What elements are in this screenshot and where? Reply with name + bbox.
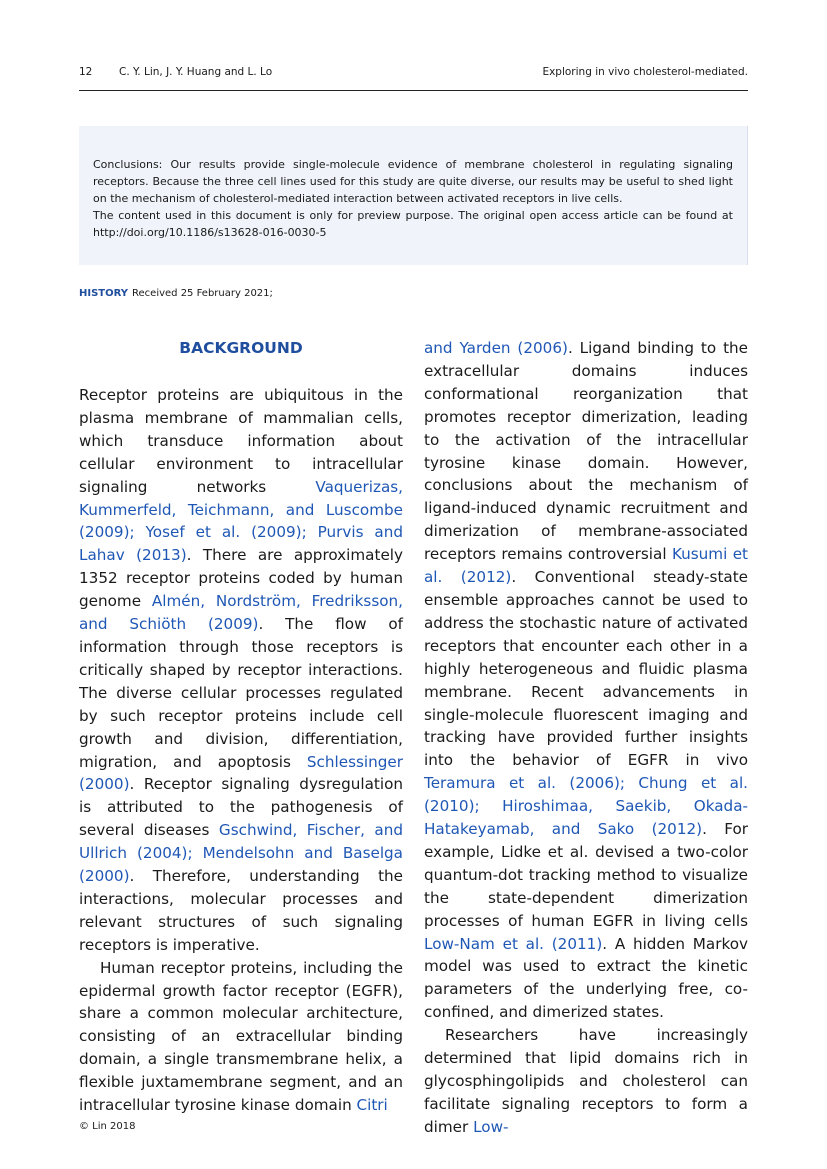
citation-link[interactable]: Vaquerizas, Kummerfeld, Teichmann, and Luscombe (2009); Yosef et al. (2009); Purvis and Lahav (2013) <box>79 477 403 565</box>
paragraph-2-continued <box>424 337 748 1024</box>
text-run: . The flow of information through those receptors is critically shaped by receptor interactions. The diverse cellular processes regulated by such receptor proteins include cell growth and division, differentiation, migration, and apoptosis <box>79 615 403 771</box>
citation-link[interactable]: and Yarden (2006) <box>424 339 568 357</box>
text-run: Researchers have increasingly determined that lipid domains rich in glycosphingolipids and cholesterol can facilitate signaling receptors to form a dimer <box>424 1026 748 1136</box>
citation-link[interactable]: Teramura et al. (2006); Chung et al. (2010); Hiroshimaa, Saekib, Okada-Hatakeyamab, and Sako (2012) <box>424 774 748 839</box>
running-header <box>79 66 748 88</box>
paragraph-1 <box>79 384 403 957</box>
citation-link[interactable]: Gschwind, Fischer, and Ullrich (2004); Mendelsohn and Baselga (2000) <box>79 821 404 886</box>
citation-link[interactable]: Almén, Nordström, Fredriksson, and Schiöth (2009) <box>79 592 403 634</box>
footer-copyright: © Lin 2018 <box>79 1121 136 1132</box>
text-run: Receptor proteins are ubiquitous in the plasma membrane of mammalian cells, which transduce information about cellular environment to intracellular signaling networks <box>79 386 403 496</box>
history-text: Received 25 February 2021; <box>132 288 273 299</box>
citation-link[interactable]: Schlessinger (2000) <box>79 752 403 794</box>
citation-link[interactable]: Low-Nam et al. (2011) <box>424 934 603 953</box>
text-run: . Therefore, understanding the interactions, molecular processes and relevant structures of such signaling receptors is imperative. <box>79 867 403 954</box>
text-run: . A hidden Markov model was used to extract the kinetic parameters of the underlying free, co-confined, and dimerized states. <box>424 934 748 1022</box>
abstract-preview-note: The content used in this document is only for preview purpose. The original open access article can be found at http://doi.org/10.1186/s13628-016-0030-5 <box>93 209 733 239</box>
running-title: Exploring in vivo cholesterol-mediated. <box>542 66 748 78</box>
header-authors: C. Y. Lin, J. Y. Huang and L. Lo <box>119 66 273 78</box>
text-run: Human receptor proteins, including the epidermal growth factor receptor (EGFR), share a common molecular architecture, consisting of an extracellular binding domain, a single transmembrane helix, a flexible juxtamembrane segment, and an intracellular tyrosine kinase domain <box>79 958 403 1115</box>
text-run: . Receptor signaling dysregulation is attributed to the pathogenesis of several diseases <box>79 775 403 840</box>
text-run: . Conventional steady-state ensemble approaches cannot be used to address the stochastic nature of activated receptors that encounter each other in a highly heterogeneous and fluidic plasma membrane. Recent advancements in single-molecule fluorescent imaging and tracking have provided further insights into the behavior of EGFR in vivo <box>424 568 749 770</box>
text-run: . For example, Lidke et al. devised a two-color quantum-dot tracking method to visualize the state-dependent dimerization processes of human EGFR in living cells <box>424 820 749 930</box>
paragraph-2-start <box>79 957 403 1117</box>
citation-link[interactable]: Kusumi et al. (2012) <box>424 545 749 587</box>
paragraph-3 <box>424 1024 748 1139</box>
citation-link[interactable]: Low- <box>473 1117 509 1136</box>
page-number: 12 <box>79 66 93 78</box>
right-column <box>424 337 748 1139</box>
left-column <box>79 337 403 1117</box>
text-run: . There are approximately 1352 receptor proteins coded by human genome <box>79 546 403 611</box>
header-rule <box>79 90 748 91</box>
section-heading-background: BACKGROUND <box>179 339 303 357</box>
text-run: . Ligand binding to the extracellular domains induces conformational reorganization that promotes receptor dimerization, leading to the activation of the intracellular tyrosine kinase domain. However, conclusions about the mechanism of ligand-induced dynamic recruitment and dimerization of membrane-associated receptors remains controversial <box>424 339 748 564</box>
history-line <box>79 288 273 299</box>
citation-link[interactable]: Citri <box>356 1096 388 1115</box>
history-label: HISTORY <box>79 288 129 299</box>
abstract-box <box>79 126 748 265</box>
abstract-conclusions: Conclusions: Our results provide single-molecule evidence of membrane cholesterol in regulating signaling receptors. Because the three cell lines used for this study are quite diverse, our results may be useful to shed light on the mechanism of cholesterol-mediated interaction between activated receptors in live cells. <box>93 158 733 205</box>
